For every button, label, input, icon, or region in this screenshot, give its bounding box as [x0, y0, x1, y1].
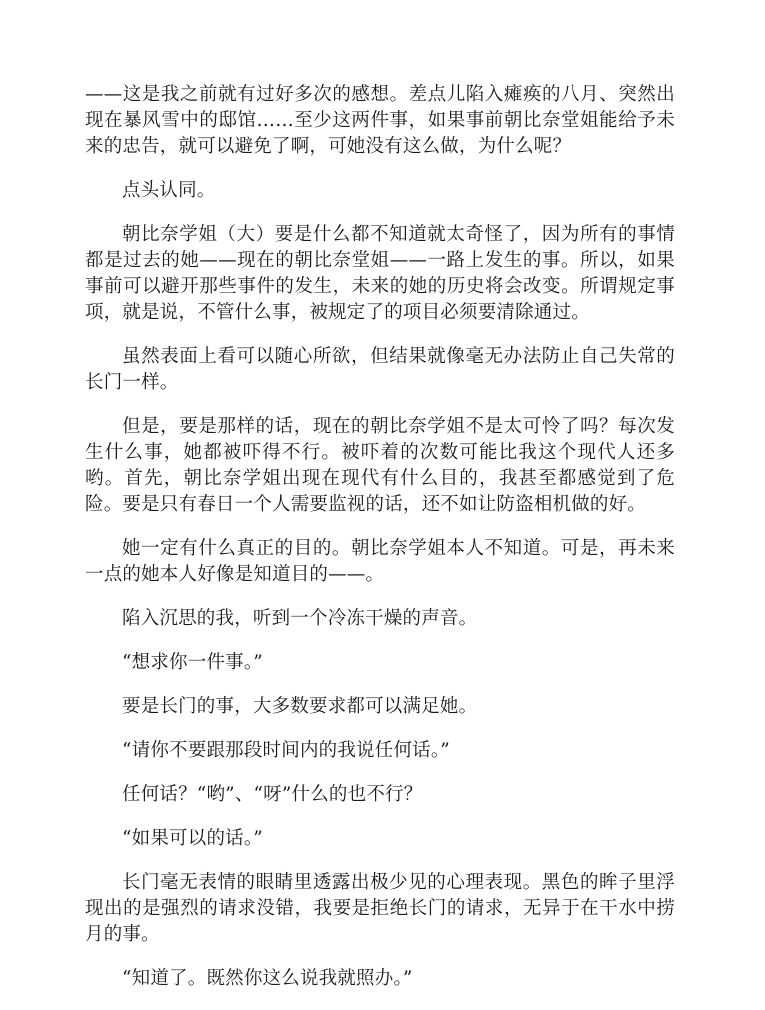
paragraph: 点头认同。 — [122, 180, 216, 201]
paragraph: “请你不要跟那段时间内的我说任何话。” — [122, 740, 450, 761]
paragraph: 要是长门的事，大多数要求都可以满足她。 — [122, 696, 478, 717]
paragraph: 但是，要是那样的话，现在的朝比奈学姐不是太可怜了吗？每次发生什么事，她都被吓得不行。被吓着的次数可能比我这个现代人还多哟。首先，朝比奈学姐出现在现代有什么目的，我甚至都感觉到了危险。要是只有春日一个人需要监视的话，还不如让防盗相机做的好。 — [85, 416, 675, 515]
paragraph: 她一定有什么真正的目的。朝比奈学姐本人不知道。可是，再未来一点的她本人好像是知道目的——。 — [85, 538, 675, 585]
paragraph: “知道了。既然你这么说我就照办。” — [122, 968, 413, 989]
paragraph: “想求你一件事。” — [122, 652, 263, 673]
paragraph: 任何话？“哟”、“呀”什么的也不行？ — [122, 784, 423, 805]
paragraph: “如果可以的话。” — [122, 828, 263, 849]
paragraph: 陷入沉思的我，听到一个冷冻干燥的声音。 — [122, 608, 478, 629]
paragraph: 虽然表面上看可以随心所欲，但结果就像毫无办法防止自己失常的长门一样。 — [85, 346, 675, 393]
paragraph: 朝比奈学姐（大）要是什么都不知道就太奇怪了，因为所有的事情都是过去的她——现在的朝比奈堂姐——一路上发生的事。所以，如果事前可以避开那些事件的发生，未来的她的历史将会改变。所谓规定事项，就是说，不管什么事，被规定了的项目必须要清除通过。 — [85, 224, 675, 323]
paragraph: 长门毫无表情的眼睛里透露出极少见的心理表现。黑色的眸子里浮现出的是强烈的请求没错，我要是拒绝长门的请求，无异于在干水中捞月的事。 — [85, 872, 675, 945]
paragraph: ——这是我之前就有过好多次的感想。差点儿陷入瘫痪的八月、突然出现在暴风雪中的邸馆……至少这两件事，如果事前朝比奈堂姐能给予未来的忠告，就可以避免了啊，可她没有这么做，为什么呢？ — [85, 84, 675, 157]
body-text — [85, 82, 675, 1010]
